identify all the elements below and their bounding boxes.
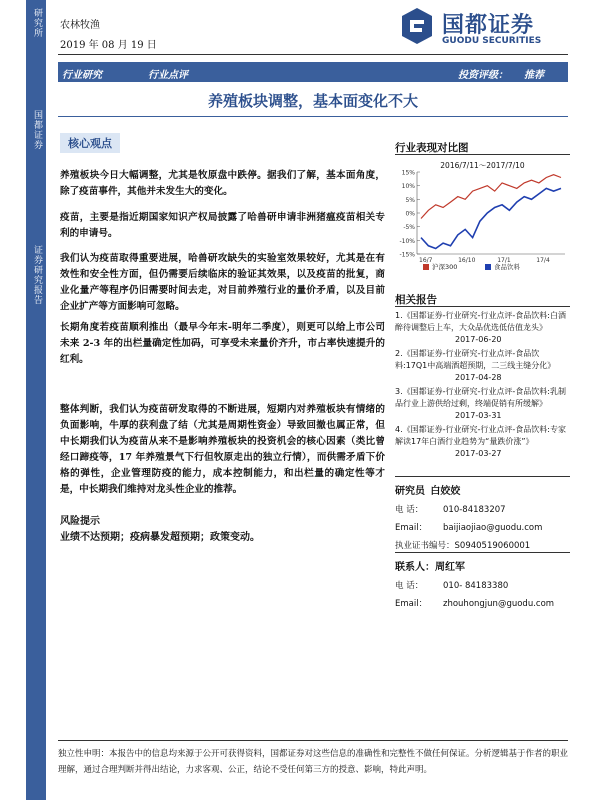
paragraph-5: 整体判断，我们认为疫苗研发取得的不断进展，短期内对养殖板块有情绪的负面影响，牛厚的获利盘了结（尤其是周期性资金）导致回撤也属正常，但中长期我们认为疫苗从来不是影响养殖板块的投资机会的核心因素（类比曾经口蹄疫等，17 年养殖景气下行但牧原走出的独立行情），而供需矛盾下价格的弹性，企业管理防疫的能力，成本控制能力，和出栏量的确定性等才是，中长期我们维持对龙头性企业的推荐。 xyxy=(60,404,385,495)
related-divider xyxy=(395,306,570,307)
chart-range: 2016/7/11～2017/7/10 xyxy=(440,161,525,170)
x-tick-label: 16/10 xyxy=(458,257,476,264)
analyst-phone: 010-84183207 xyxy=(443,505,506,515)
series-line-1 xyxy=(421,175,561,219)
paragraph-3: 我们认为疫苗取得重要进展，哈兽研攻缺失的实验室效果较好，尤其是在有效性和安全性方面，但仍需要后续临床的验证其效果，以及疫苗的批复，商业化量产等程序仍旧需要时间去走，对目前养殖行业的量价矛盾，以及目前企业扩产等方面影响可忽略。 xyxy=(60,253,385,312)
page-title: 养殖板块调整，基本面变化不大 xyxy=(207,92,418,110)
report-sector: 农林牧渔 xyxy=(60,20,100,31)
y-tick-label: -15% xyxy=(399,251,415,259)
related-heading: 相关报告 xyxy=(395,294,437,306)
analyst-divider xyxy=(395,476,570,477)
related-item[interactable]: 1.《国都证券-行业研究-行业点评-食品饮料:白酒醉待调整后上车，大众品优选低估值龙头》 2017-06-20 xyxy=(395,311,566,344)
side-label-mid: 国都证券 xyxy=(32,110,42,150)
x-tick-label: 16/7 xyxy=(419,257,433,264)
related-reports-list xyxy=(395,310,570,462)
analyst-email[interactable]: baijiaojiao@guodu.com xyxy=(443,523,543,533)
legend-swatch xyxy=(423,264,429,270)
y-tick-label: 10% xyxy=(401,183,415,191)
report-subtype: 行业点评 xyxy=(148,70,188,81)
analyst-name: 白姣姣 xyxy=(430,486,461,497)
chart-svg xyxy=(395,158,570,278)
side-label-bottom: 证券研究报告 xyxy=(32,245,42,305)
series-line-2 xyxy=(421,188,561,248)
related-item[interactable]: 4.《国都证券-行业研究-行业点评-食品饮料:专家解读17年白酒行业趋势为“量跌价涨”》 2017-03-27 xyxy=(395,425,566,458)
y-tick-label: 0% xyxy=(405,210,415,218)
perf-divider xyxy=(395,154,570,155)
disclaimer-divider xyxy=(58,740,568,741)
related-item[interactable]: 3.《国都证券-行业研究-行业点评-食品饮料:乳制品行业上游供给过剩，终端促销有所缓解》 2017-03-31 xyxy=(395,387,566,420)
title-divider xyxy=(58,116,568,117)
company-logo xyxy=(400,6,570,50)
legend-label: 沪深300 xyxy=(432,263,458,271)
contact-name: 周红军 xyxy=(435,562,465,573)
contact-divider xyxy=(395,552,570,553)
contact-role: 联系人： xyxy=(395,562,435,573)
report-type-bar xyxy=(58,62,568,82)
header-divider xyxy=(58,54,568,55)
contact-block: 联系人：周红军 电 话： 010- 84183380 Email： zhouhongjun@guodu.com xyxy=(395,562,555,609)
y-tick-label: -10% xyxy=(399,237,415,245)
legend-swatch xyxy=(485,264,491,270)
logo-mark-icon xyxy=(400,6,434,46)
y-tick-label: 5% xyxy=(405,196,415,204)
related-item[interactable]: 2.《国都证券-行业研究-行业点评-食品饮料:17Q1中高端酒超预期，二三线主缝分化》 2017-04-28 xyxy=(395,349,556,382)
core-heading xyxy=(60,132,385,165)
x-tick-label: 17/4 xyxy=(536,257,550,264)
rating-label: 投资评级： xyxy=(458,70,508,81)
legend-label: 食品饮料 xyxy=(494,263,520,271)
disclaimer: 独立性申明：本报告中的信息均来源于公开可获得资料，国都证券对这些信息的准确性和完整性不做任何保证。分析逻辑基于作者的职业理解，通过合理判断并得出结论，力求客观、公正，结论不受任何第三方的授意、影响，特此声明。 xyxy=(58,749,569,775)
contact-email[interactable]: zhouhongjun@guodu.com xyxy=(443,599,555,609)
report-type: 行业研究 xyxy=(62,70,102,81)
y-tick-label: 15% xyxy=(401,169,415,177)
contact-phone: 010- 84183380 xyxy=(443,581,509,591)
paragraph-2: 疫苗，主要是指近期国家知识产权局披露了哈兽研申请非洲猪瘟疫苗相关专利的申请号。 xyxy=(60,212,385,239)
report-date: 2019 年 08 月 19 日 xyxy=(60,40,157,51)
logo-en: GUODU SECURITIES xyxy=(442,36,542,46)
performance-chart xyxy=(395,158,570,278)
analyst-block: 研究员 白姣姣 电 话： 010-84183207 Email： baijiaojiao@guodu.com 执业证书编号：S0940519060001 xyxy=(395,486,543,551)
paragraph-1: 养殖板块今日大幅调整，尤其是牧原盘中跌停。据我们了解，基本面角度，除了疫苗事件，其他并未发生大的变化。 xyxy=(60,170,385,197)
rating-value: 推荐 xyxy=(524,70,544,81)
risk-text: 业绩不达预期；疫病暴发超预期；政策变动。 xyxy=(60,532,260,543)
perf-heading: 行业表现对比图 xyxy=(395,142,469,154)
y-tick-label: -5% xyxy=(403,224,415,232)
x-tick-label: 17/1 xyxy=(497,257,511,264)
logo-cn: 国都证券 xyxy=(442,13,535,38)
core-view-label: 核心观点 xyxy=(60,133,120,153)
side-label-top: 研究所 xyxy=(32,8,42,38)
analyst-role: 研究员 xyxy=(395,486,425,497)
paragraph-4: 长期角度若疫苗顺利推出（最早今年末-明年二季度），则更可以给上市公司未来 2-3 年的出栏量确定性加码，可享受未来量价齐升，市占率快速提升的红利。 xyxy=(60,322,385,365)
analyst-cert: S0940519060001 xyxy=(454,541,531,551)
risk-heading: 风险提示 xyxy=(60,516,100,527)
